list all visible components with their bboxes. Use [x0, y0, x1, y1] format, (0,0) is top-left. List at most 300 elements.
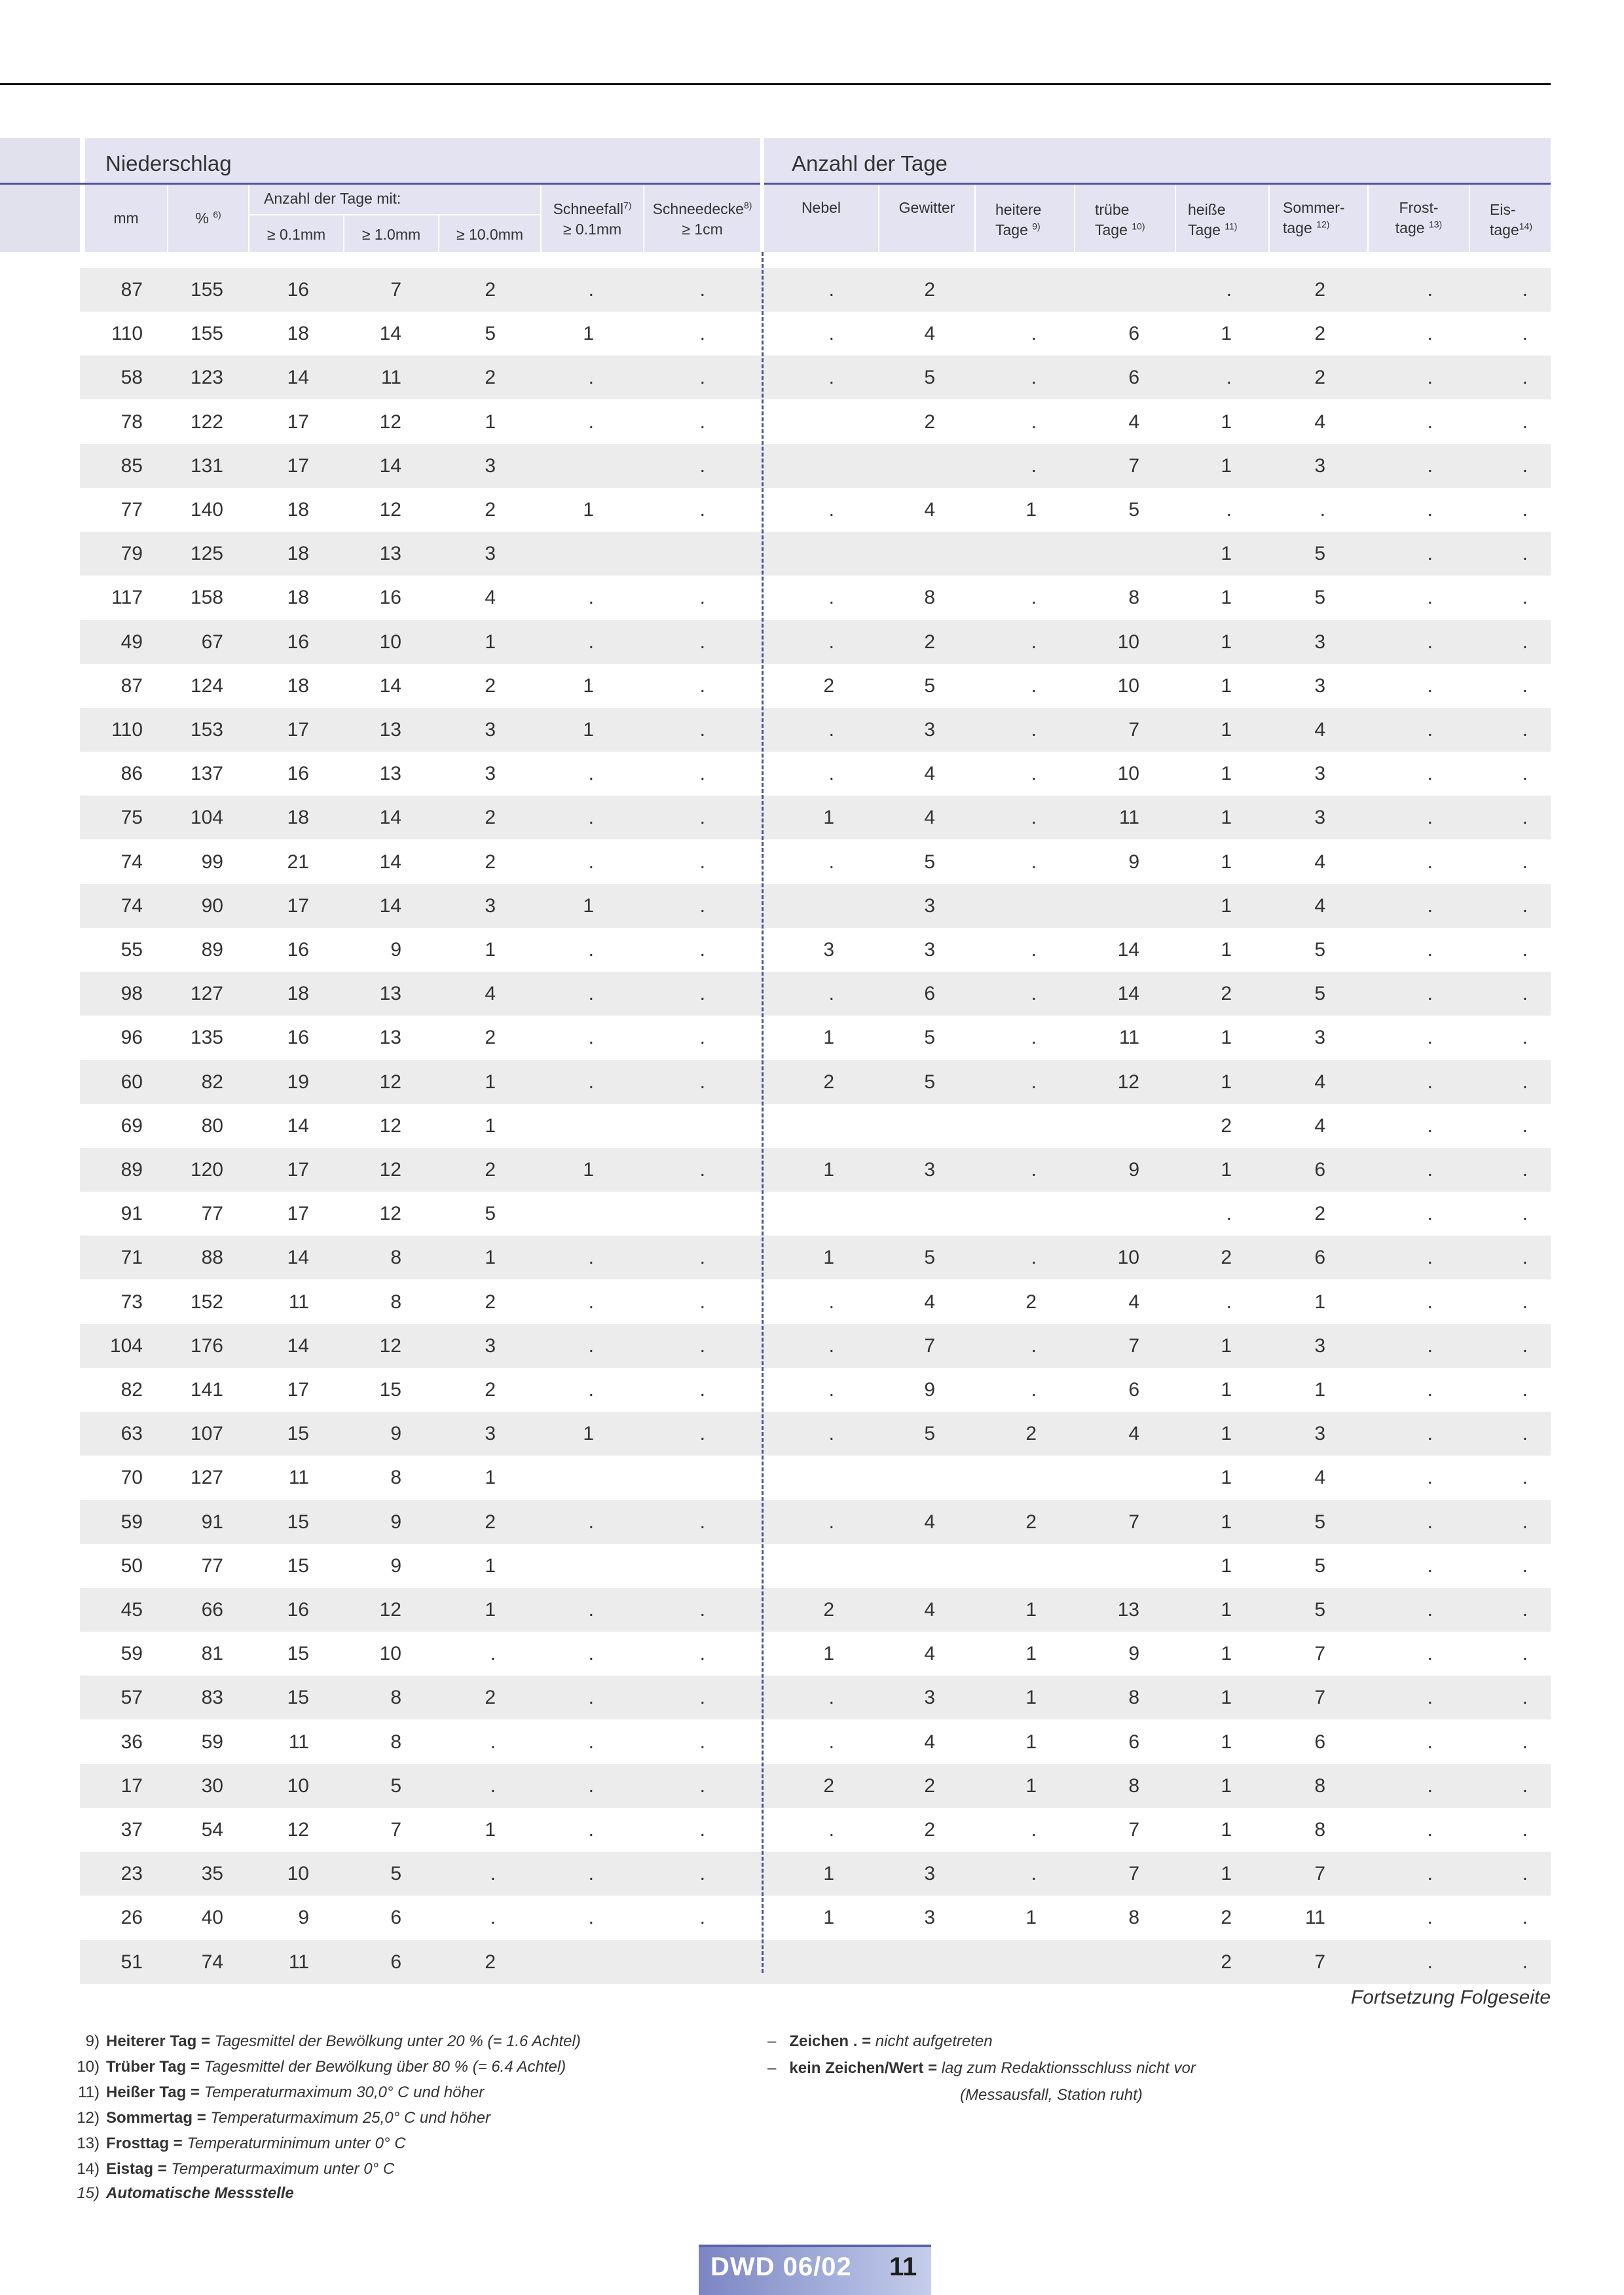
section-divider-dashed — [762, 252, 764, 1973]
footnote-12: 12) Sommertag = Temperaturmaximum 25,0° C und höher — [77, 2109, 490, 2127]
cell-eis: . — [1522, 851, 1528, 873]
cell-truebe: 9 — [1128, 1159, 1139, 1181]
cell-n100: 4 — [485, 983, 496, 1004]
cell-schneefall: 1 — [583, 1159, 594, 1181]
cell-heisse: . — [1226, 1291, 1232, 1313]
cell-gewitter — [883, 1104, 935, 1148]
cell-frost: . — [1427, 1423, 1433, 1444]
cell-mm: 86 — [120, 763, 143, 784]
table-row — [80, 1104, 1551, 1148]
cell-heitere — [984, 1456, 1037, 1499]
cell-gewitter: 9 — [924, 1379, 935, 1401]
col-header-frosttage: Frost- tage $^{13)}$ — [1395, 199, 1443, 236]
cell-n01: 17 — [287, 895, 309, 917]
cell-heisse: 1 — [1221, 1731, 1232, 1753]
table-row — [80, 532, 1551, 576]
cell-pct: 127 — [190, 983, 223, 1004]
cell-n01: 16 — [287, 1599, 309, 1621]
cell-schneefall — [542, 1192, 594, 1236]
cell-n01: 17 — [287, 1203, 309, 1224]
cell-n100: 2 — [485, 851, 496, 873]
cell-truebe: 11 — [1118, 1027, 1139, 1048]
cell-n01: 21 — [287, 851, 309, 873]
cell-heisse: 2 — [1221, 983, 1232, 1004]
cell-n01: 18 — [287, 543, 309, 564]
cell-schneefall — [542, 1104, 594, 1148]
cell-schneedecke: . — [699, 719, 705, 741]
cell-schneefall: . — [588, 1291, 594, 1313]
cell-frost: . — [1427, 1907, 1433, 1928]
footnote-11: 11) Heißer Tag = Temperaturmaximum 30,0° C und höher — [78, 2084, 485, 2101]
cell-eis: . — [1522, 1555, 1528, 1577]
cell-pct: 83 — [201, 1687, 223, 1708]
cell-truebe: 6 — [1128, 367, 1139, 388]
cell-n01: 17 — [287, 1379, 309, 1401]
cell-nebel: . — [828, 367, 834, 388]
cell-heisse: 2 — [1221, 1115, 1232, 1137]
cell-frost: . — [1427, 1115, 1433, 1137]
cell-n01: 17 — [287, 411, 309, 433]
cell-pct: 54 — [201, 1819, 223, 1841]
cell-heitere: . — [1031, 631, 1037, 653]
cell-heitere: . — [1031, 675, 1037, 697]
cell-n10: 7 — [390, 279, 401, 301]
cell-nebel: . — [828, 587, 834, 608]
cell-eis: . — [1522, 411, 1528, 433]
cell-truebe — [1087, 884, 1139, 928]
cell-schneedecke — [653, 1456, 705, 1499]
cell-heisse: 1 — [1221, 543, 1232, 564]
cell-schneedecke: . — [699, 1863, 705, 1884]
cell-nebel: 3 — [823, 939, 834, 961]
cell-gewitter — [883, 1544, 935, 1588]
cell-n01: 14 — [287, 367, 309, 388]
cell-n10: 14 — [379, 851, 401, 873]
cell-sommer: 7 — [1314, 1687, 1325, 1708]
cell-heitere: 2 — [1025, 1511, 1037, 1533]
cell-nebel: . — [828, 1731, 834, 1753]
cell-n10: 6 — [390, 1907, 401, 1928]
cell-heisse: 1 — [1221, 1643, 1232, 1664]
cell-frost: . — [1427, 895, 1433, 917]
cell-frost: . — [1427, 1599, 1433, 1621]
cell-schneedecke — [653, 532, 705, 576]
cell-pct: 74 — [201, 1951, 223, 1973]
cell-truebe: 7 — [1128, 455, 1139, 477]
cell-n10: 9 — [390, 1423, 401, 1444]
cell-n10: 12 — [379, 1159, 401, 1181]
cell-pct: 120 — [190, 1159, 223, 1181]
cell-schneedecke: . — [699, 1159, 705, 1181]
cell-eis: . — [1522, 1819, 1528, 1841]
cell-sommer: 11 — [1304, 1907, 1325, 1928]
cell-heitere: . — [1031, 587, 1037, 608]
cell-mm: 110 — [111, 323, 143, 344]
cell-n01: 18 — [287, 675, 309, 697]
cell-eis: . — [1522, 1511, 1528, 1533]
col-header-0-1mm: ≥ 0.1mm — [267, 226, 326, 243]
cell-heisse: 1 — [1221, 1467, 1232, 1488]
cell-heitere — [984, 1544, 1037, 1588]
cell-heisse: 1 — [1221, 323, 1232, 344]
cell-schneefall: . — [588, 1071, 594, 1093]
cell-sommer: 6 — [1314, 1159, 1325, 1181]
cell-heitere: 1 — [1025, 1775, 1037, 1797]
cell-heisse: 1 — [1221, 455, 1232, 477]
cell-n10: 8 — [390, 1291, 401, 1313]
cell-pct: 81 — [201, 1643, 223, 1664]
cell-heitere: . — [1031, 411, 1037, 433]
cell-sommer: 7 — [1314, 1863, 1325, 1884]
cell-sommer: 2 — [1314, 367, 1325, 388]
cell-eis: . — [1522, 1027, 1528, 1048]
cell-eis: . — [1522, 1423, 1528, 1444]
table-row — [80, 1896, 1551, 1939]
cell-n10: 12 — [379, 1203, 401, 1224]
col-header-gewitter: Gewitter — [898, 199, 955, 216]
table-row — [80, 1456, 1551, 1499]
table-row — [80, 1148, 1551, 1192]
cell-eis: . — [1522, 455, 1528, 477]
cell-schneedecke: . — [699, 807, 705, 828]
cell-truebe: 7 — [1128, 1511, 1139, 1533]
col-header-nebel: Nebel — [801, 199, 841, 216]
cell-schneefall — [542, 532, 594, 576]
cell-heisse: 1 — [1221, 719, 1232, 741]
cell-gewitter: 3 — [924, 1687, 935, 1708]
cell-mm: 59 — [120, 1643, 143, 1664]
cell-gewitter: 2 — [924, 1819, 935, 1841]
cell-gewitter: 2 — [924, 631, 935, 653]
cell-frost: . — [1427, 851, 1433, 873]
cell-heitere: . — [1031, 1819, 1037, 1841]
cell-pct: 135 — [190, 1027, 223, 1048]
cell-mm: 110 — [111, 719, 143, 741]
cell-n01: 18 — [287, 807, 309, 828]
cell-frost: . — [1427, 763, 1433, 784]
table-row — [80, 1192, 1551, 1236]
cell-n01: 16 — [287, 1027, 309, 1048]
table-row — [80, 796, 1551, 839]
cell-schneefall: . — [588, 1335, 594, 1357]
cell-frost: . — [1427, 1555, 1433, 1577]
cell-pct: 30 — [201, 1775, 223, 1797]
cell-n10: 13 — [379, 1027, 401, 1048]
cell-truebe: 9 — [1128, 851, 1139, 873]
table-row — [80, 928, 1551, 972]
cell-gewitter: 6 — [924, 983, 935, 1004]
cell-n10: 14 — [379, 807, 401, 828]
cell-truebe — [1087, 1456, 1139, 1499]
cell-sommer: 5 — [1314, 983, 1325, 1004]
cell-n100: 1 — [485, 1247, 496, 1268]
cell-truebe — [1087, 1192, 1139, 1236]
cell-n10: 8 — [390, 1467, 401, 1488]
cell-schneedecke: . — [699, 411, 705, 433]
cell-truebe: 7 — [1128, 719, 1139, 741]
cell-nebel — [782, 1940, 834, 1984]
col-header-heisse-tage: heiße Tage $^{11)}$ — [1188, 201, 1238, 238]
footnote-14: 14) Eistag = Temperaturmaximum unter 0° C — [77, 2160, 395, 2178]
cell-mm: 75 — [120, 807, 143, 828]
cell-gewitter: 3 — [924, 1863, 935, 1884]
cell-sommer: 3 — [1314, 675, 1325, 697]
footnote-15: 15) Automatische Messstelle — [77, 2184, 294, 2202]
cell-frost: . — [1427, 587, 1433, 608]
col-header-mm: mm — [113, 210, 139, 227]
cell-n01: 18 — [287, 499, 309, 521]
cell-n100: 3 — [485, 719, 496, 741]
cell-sommer: 2 — [1314, 323, 1325, 344]
cell-schneefall: . — [588, 1511, 594, 1533]
cell-frost: . — [1427, 675, 1433, 697]
cell-gewitter: 4 — [924, 1599, 935, 1621]
page-number: 11 — [889, 2252, 917, 2281]
cell-n01: 17 — [287, 719, 309, 741]
cell-eis: . — [1522, 1951, 1528, 1973]
cell-sommer: 1 — [1314, 1379, 1325, 1401]
cell-pct: 99 — [201, 851, 223, 873]
footnote-10: 10) Trüber Tag = Tagesmittel der Bewölkung über 80 % (= 6.4 Achtel) — [77, 2058, 566, 2076]
cell-sommer: 5 — [1314, 1511, 1325, 1533]
cell-n10: 6 — [390, 1951, 401, 1973]
cell-n01: 15 — [287, 1687, 309, 1708]
cell-gewitter — [883, 532, 935, 576]
cell-truebe — [1087, 268, 1139, 312]
legend-zeichen: – Zeichen . = nicht aufgetreten — [767, 2032, 993, 2050]
cell-heitere — [984, 1940, 1037, 1984]
cell-n10: 9 — [390, 1555, 401, 1577]
col-header-heitere-tage: heitere Tage $^{9)}$ — [995, 201, 1042, 238]
cell-nebel: . — [828, 763, 834, 784]
cell-sommer: 7 — [1314, 1951, 1325, 1973]
cell-n10: 16 — [379, 587, 401, 608]
cell-n10: 12 — [379, 1115, 401, 1137]
cell-truebe: 14 — [1117, 939, 1139, 961]
cell-n01: 11 — [288, 1951, 309, 1973]
header-blue-line-left — [0, 183, 760, 185]
continuation-note: Fortsetzung Folgeseite — [1350, 1987, 1551, 2008]
cell-n10: 13 — [379, 719, 401, 741]
cell-nebel: 1 — [823, 1027, 834, 1048]
cell-heitere: . — [1031, 851, 1037, 873]
cell-heisse: 1 — [1221, 1027, 1232, 1048]
cell-mm: 37 — [120, 1819, 143, 1841]
cell-frost: . — [1427, 631, 1433, 653]
cell-mm: 77 — [120, 499, 143, 521]
cell-n100: 1 — [485, 411, 496, 433]
cell-sommer: 3 — [1314, 631, 1325, 653]
cell-frost: . — [1427, 367, 1433, 388]
cell-n01: 16 — [287, 763, 309, 784]
cell-schneedecke: . — [699, 1643, 705, 1664]
cell-frost: . — [1427, 983, 1433, 1004]
col-header-schneefall: Schneefall$^{7)}$ ≥ 0.1mm — [553, 200, 632, 238]
cell-schneedecke: . — [699, 1775, 705, 1797]
cell-heisse: 2 — [1221, 1951, 1232, 1973]
cell-schneefall: . — [588, 983, 594, 1004]
cell-nebel — [782, 444, 834, 488]
cell-pct: 104 — [190, 807, 223, 828]
cell-mm: 104 — [109, 1335, 143, 1357]
table-row — [80, 1016, 1551, 1059]
cell-gewitter: 3 — [924, 719, 935, 741]
cell-truebe: 8 — [1128, 587, 1139, 608]
cell-mm: 98 — [120, 983, 143, 1004]
cell-gewitter: 5 — [924, 367, 935, 388]
cell-nebel — [782, 1192, 834, 1236]
cell-sommer: 5 — [1314, 587, 1325, 608]
cell-heitere: 1 — [1025, 1731, 1037, 1753]
cell-n01: 16 — [287, 631, 309, 653]
cell-gewitter: 3 — [924, 1159, 935, 1181]
cell-sommer: 4 — [1314, 411, 1325, 433]
cell-schneefall: . — [588, 1247, 594, 1268]
cell-heitere: . — [1031, 323, 1037, 344]
cell-n100: . — [490, 1863, 496, 1884]
cell-pct: 59 — [201, 1731, 223, 1753]
cell-frost: . — [1427, 1071, 1433, 1093]
cell-heisse: 1 — [1221, 1687, 1232, 1708]
cell-n01: 10 — [287, 1863, 309, 1884]
cell-schneefall: . — [588, 1775, 594, 1797]
cell-frost: . — [1427, 279, 1433, 301]
cell-nebel: . — [828, 1511, 834, 1533]
cell-gewitter: 2 — [924, 279, 935, 301]
cell-heitere: . — [1031, 1379, 1037, 1401]
cell-n100: 1 — [485, 1115, 496, 1137]
cell-mm: 74 — [120, 851, 143, 873]
cell-pct: 66 — [201, 1599, 223, 1621]
cell-schneefall: 1 — [583, 499, 594, 521]
cell-pct: 77 — [201, 1203, 223, 1224]
table-row — [80, 444, 1551, 488]
cell-frost: . — [1427, 1027, 1433, 1048]
cell-frost: . — [1427, 1819, 1433, 1841]
cell-n100: 2 — [485, 1159, 496, 1181]
cell-n10: 13 — [379, 763, 401, 784]
cell-frost: . — [1427, 1247, 1433, 1268]
cell-frost: . — [1427, 1951, 1433, 1973]
cell-heitere: 1 — [1025, 1643, 1037, 1664]
cell-truebe: 7 — [1128, 1819, 1139, 1841]
cell-schneefall — [542, 1456, 594, 1499]
header-blue-line-right — [764, 183, 1551, 185]
cell-n10: 11 — [380, 367, 401, 388]
cell-frost: . — [1427, 1511, 1433, 1533]
cell-heitere: . — [1031, 807, 1037, 828]
cell-schneedecke: . — [699, 675, 705, 697]
cell-truebe: 13 — [1117, 1599, 1139, 1621]
cell-n10: 14 — [379, 895, 401, 917]
cell-n100: 3 — [485, 763, 496, 784]
table-row — [80, 268, 1551, 312]
cell-heisse: . — [1226, 1203, 1232, 1224]
cell-frost: . — [1427, 411, 1433, 433]
cell-sommer: 3 — [1314, 1423, 1325, 1444]
cell-mm: 73 — [120, 1291, 143, 1313]
cell-n01: 14 — [287, 1335, 309, 1357]
cell-n100: 1 — [485, 939, 496, 961]
cell-schneedecke: . — [699, 1027, 705, 1048]
cell-heisse: 1 — [1221, 1863, 1232, 1884]
cell-schneedecke: . — [699, 763, 705, 784]
cell-frost: . — [1427, 719, 1433, 741]
cell-mm: 57 — [120, 1687, 143, 1708]
cell-n100: 2 — [485, 675, 496, 697]
cell-truebe: 11 — [1118, 807, 1139, 828]
cell-frost: . — [1427, 1291, 1433, 1313]
cell-schneedecke: . — [699, 367, 705, 388]
table-row — [80, 312, 1551, 356]
cell-frost: . — [1427, 1335, 1433, 1357]
cell-heisse: 1 — [1221, 587, 1232, 608]
cell-pct: 153 — [190, 719, 223, 741]
table-row — [80, 356, 1551, 399]
cell-n10: 13 — [379, 543, 401, 564]
cell-sommer: 4 — [1314, 895, 1325, 917]
cell-heitere — [984, 1192, 1037, 1236]
cell-truebe: 8 — [1128, 1687, 1139, 1708]
cell-sommer: 6 — [1314, 1247, 1325, 1268]
cell-n100: 2 — [485, 1027, 496, 1048]
cell-n01: 11 — [288, 1731, 309, 1753]
cell-eis: . — [1522, 367, 1528, 388]
table-row — [80, 1412, 1551, 1456]
cell-gewitter: 5 — [924, 675, 935, 697]
cell-schneefall: . — [588, 1379, 594, 1401]
table-row — [80, 752, 1551, 796]
cell-schneefall: . — [588, 367, 594, 388]
cell-gewitter: 5 — [924, 851, 935, 873]
cell-n100: 3 — [485, 543, 496, 564]
cell-n01: 9 — [298, 1907, 309, 1928]
cell-gewitter: 3 — [924, 939, 935, 961]
cell-n10: 14 — [379, 455, 401, 477]
cell-heisse: . — [1226, 367, 1232, 388]
cell-eis: . — [1522, 1467, 1528, 1488]
cell-heisse: 1 — [1221, 1511, 1232, 1533]
cell-heisse: 1 — [1221, 1423, 1232, 1444]
cell-pct: 137 — [190, 763, 223, 784]
cell-pct: 122 — [190, 411, 223, 433]
cell-schneedecke: . — [699, 1291, 705, 1313]
cell-heitere — [984, 268, 1037, 312]
cell-n10: 14 — [379, 323, 401, 344]
cell-sommer: 5 — [1314, 543, 1325, 564]
cell-nebel: . — [828, 1423, 834, 1444]
cell-nebel: . — [828, 983, 834, 1004]
cell-heisse: 1 — [1221, 763, 1232, 784]
cell-pct: 88 — [201, 1247, 223, 1268]
cell-n100: 1 — [485, 1467, 496, 1488]
cell-mm: 85 — [120, 455, 143, 477]
table-row — [80, 840, 1551, 884]
cell-n100: 2 — [485, 1379, 496, 1401]
cell-n100: 3 — [485, 895, 496, 917]
cell-pct: 158 — [190, 587, 223, 608]
cell-n100: 5 — [485, 1203, 496, 1224]
table-row — [80, 1500, 1551, 1544]
cell-frost: . — [1427, 1731, 1433, 1753]
table-row — [80, 1632, 1551, 1676]
cell-mm: 79 — [120, 543, 143, 564]
cell-n01: 14 — [287, 1115, 309, 1137]
cell-truebe: 7 — [1128, 1335, 1139, 1357]
cell-frost: . — [1427, 323, 1433, 344]
cell-schneefall: . — [588, 807, 594, 828]
cell-nebel: 2 — [823, 675, 834, 697]
